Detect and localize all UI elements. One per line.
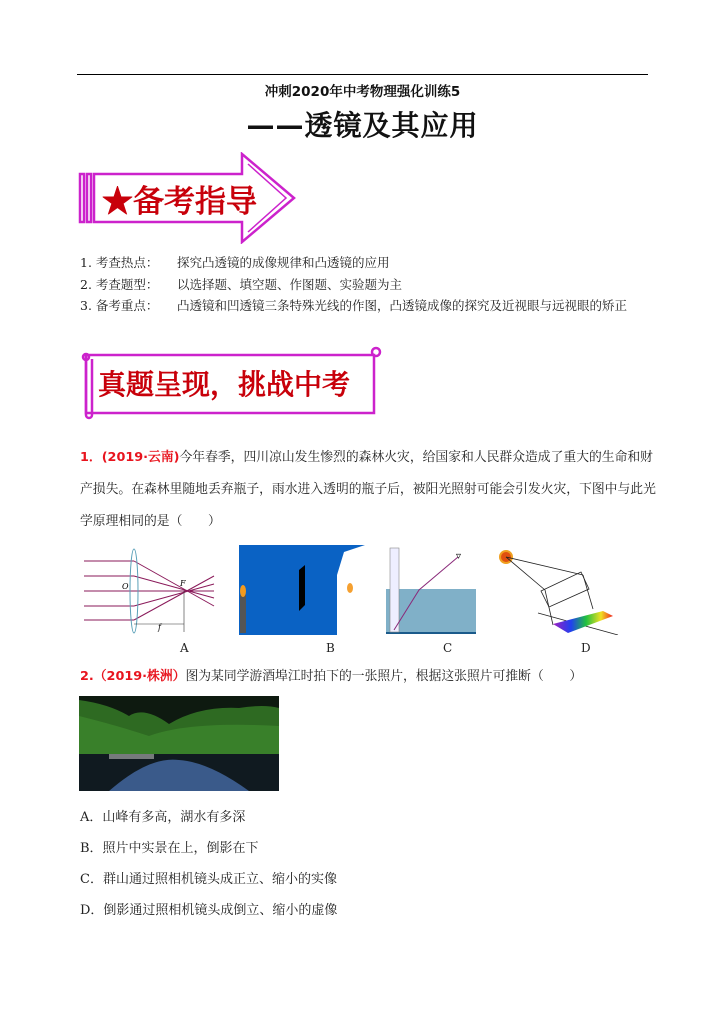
option-a: A．山峰有多高，湖水有多深 <box>80 810 246 825</box>
lake-photo <box>79 696 279 791</box>
figure-a-convex-lens <box>84 544 216 634</box>
question-source: 2.（2019·株洲） <box>80 669 186 684</box>
option-b: B．照片中实景在上，倒影在下 <box>80 841 259 856</box>
page-title: ——透镜及其应用 <box>246 109 479 142</box>
figure-label: A <box>180 641 189 655</box>
question-1 <box>80 442 660 538</box>
figure-label: B <box>326 641 335 655</box>
guide-item: 2. 考查题型： 以选择题、填空题、作图题、实验题为主 <box>80 276 403 292</box>
focus-label: F <box>180 579 186 588</box>
figure-c-refraction <box>386 545 476 635</box>
lens-center-label: O <box>122 582 129 591</box>
question-text: 图为某同学游酒埠江时拍下的一张照片，根据这张照片可推断（ ） <box>185 669 583 684</box>
guide-list <box>80 252 650 317</box>
guide-item: 3. 备考重点： 凸透镜和凹透镜三条特殊光线的作图，凸透镜成像的探究及近视眼与远视眼的矫正 <box>80 298 628 313</box>
figure-b-pinhole <box>239 545 365 635</box>
question-source: 1．(2019·云南) <box>80 450 180 465</box>
guide-item: 1. 考查热点： 探究凸透镜的成像规律和凸透镜的应用 <box>80 255 390 270</box>
banner-exam-title: 真题呈现，挑战中考 <box>98 368 351 401</box>
eye-icon: ▿ <box>456 551 462 562</box>
banner-guide-title: ★备考指导 <box>102 184 257 220</box>
figure-label: C <box>443 641 453 655</box>
subtitle: 冲刺2020年中考物理强化训练5 <box>264 84 461 100</box>
header-rule <box>77 74 648 75</box>
question-2 <box>80 667 680 687</box>
option-c: C．群山通过照相机镜头成正立、缩小的实像 <box>80 872 337 887</box>
figure-d-prism-dispersion <box>493 545 621 635</box>
question-text: 今年春季，四川凉山发生惨烈的森林火灾，给国家和人民群众造成了重大的生命和财产损失。在森林里随地丢弃瓶子，雨水进入透明的瓶子后，被阳光照射可能会引发火灾，下图中与此光学原理相同的是（ ） <box>80 450 656 529</box>
focal-length-label: f <box>158 623 161 632</box>
figure-label: D <box>581 641 591 655</box>
option-d: D．倒影通过照相机镜头成倒立、缩小的虚像 <box>80 903 338 918</box>
